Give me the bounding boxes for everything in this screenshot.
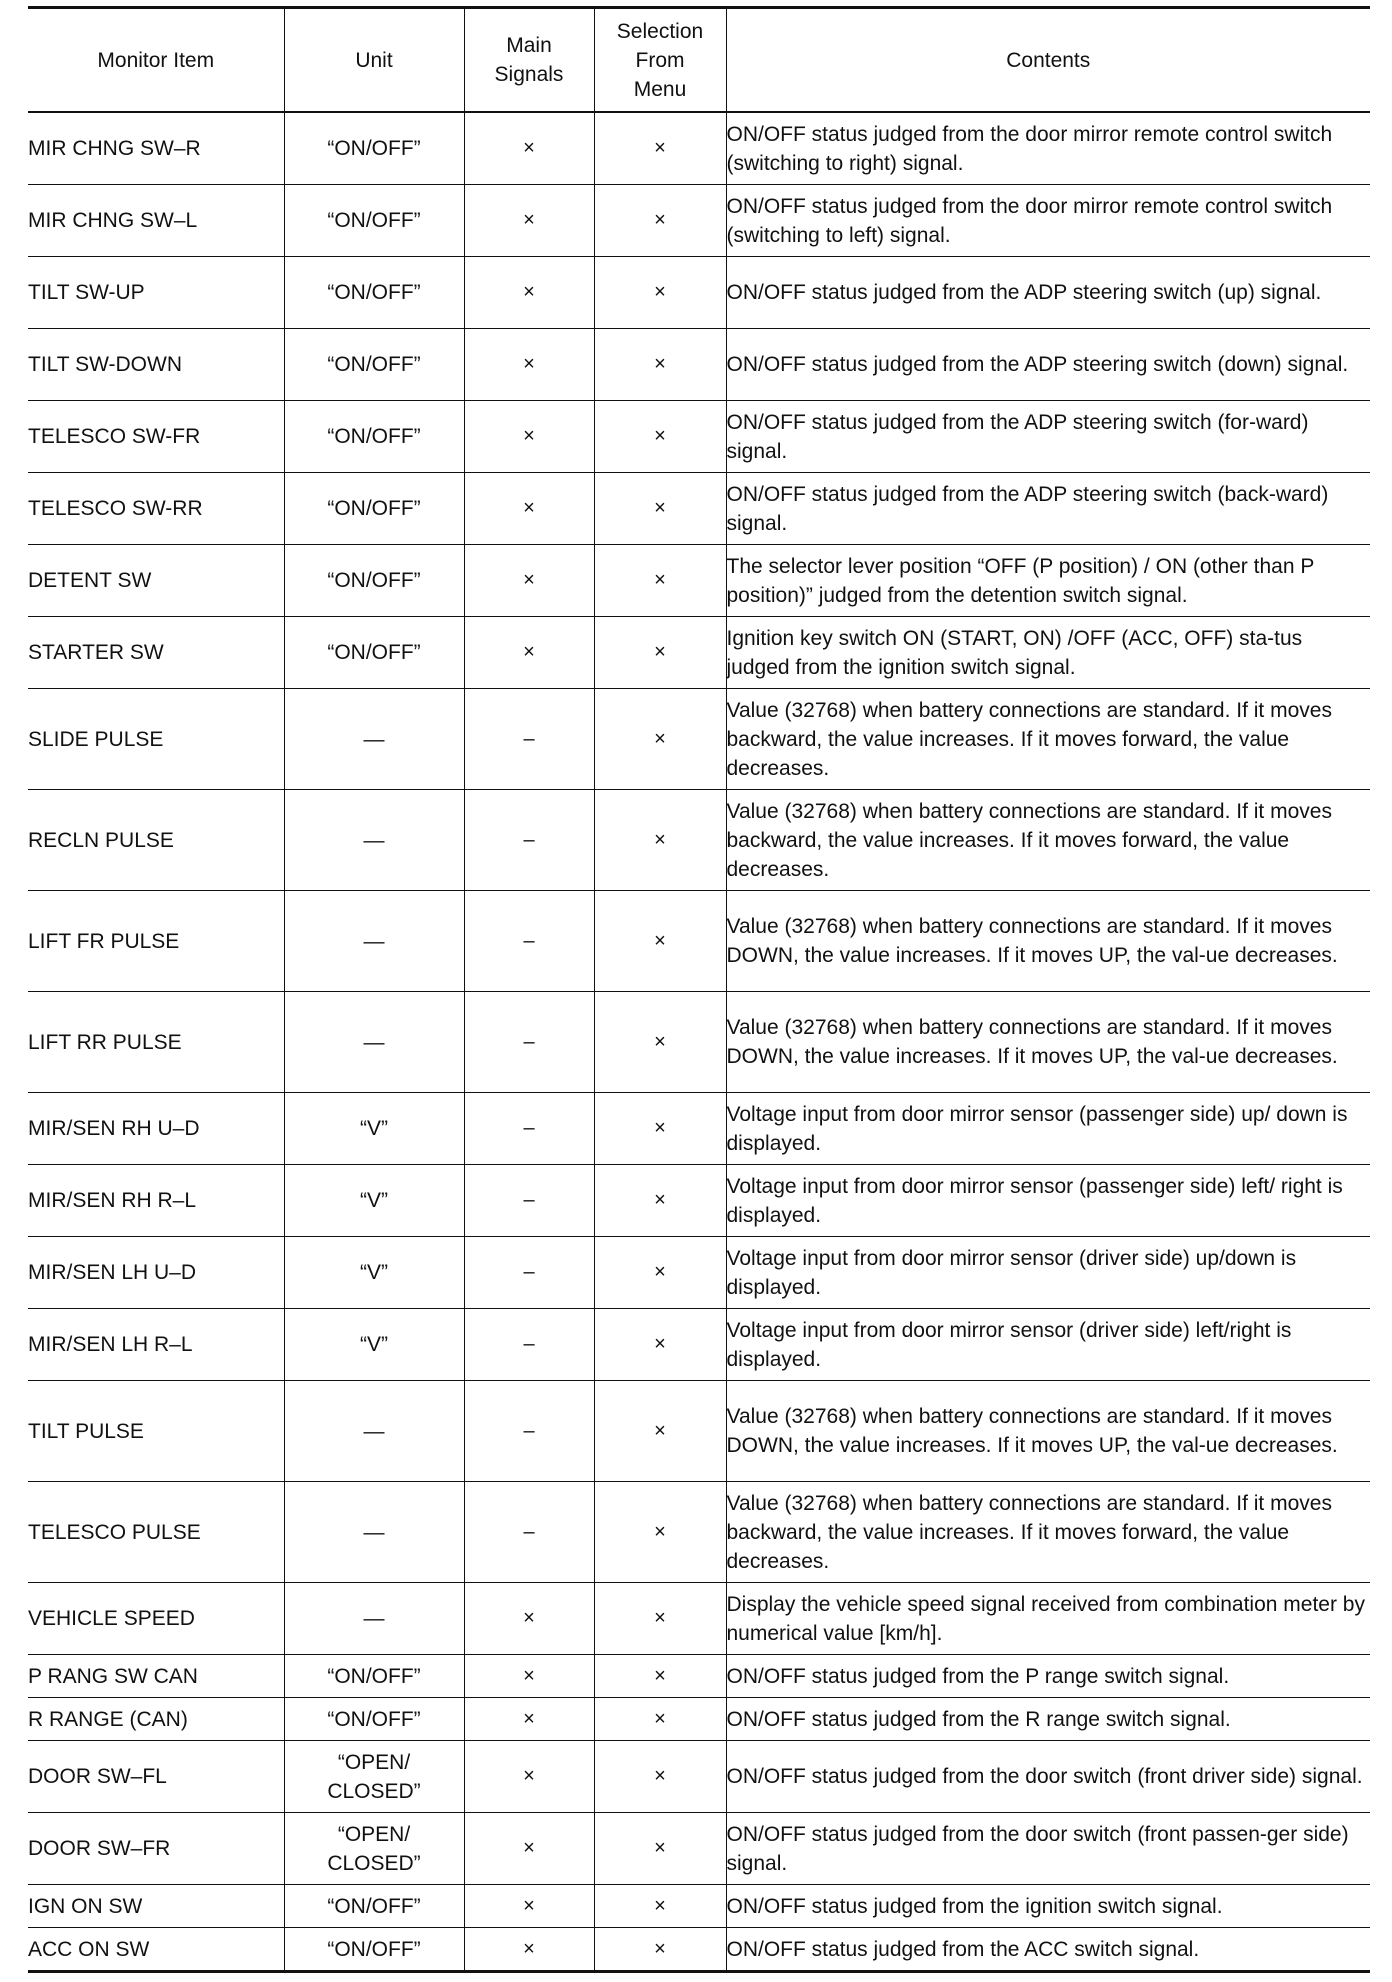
unit-cell: “V” [284,1309,464,1381]
unit-cell: “V” [284,1165,464,1237]
main-signals-cell: × [464,617,594,689]
selection-from-menu-cell: × [594,1885,726,1928]
monitor-item-cell: DETENT SW [28,545,284,617]
monitor-item-cell: TELESCO SW-FR [28,401,284,473]
selection-from-menu-cell: × [594,1655,726,1698]
contents-cell: ON/OFF status judged from the P range switch signal. [726,1655,1370,1698]
main-signals-cell: × [464,1741,594,1813]
unit-cell: “ON/OFF” [284,1698,464,1741]
monitor-item-cell: MIR/SEN LH R–L [28,1309,284,1381]
main-signals-cell: – [464,891,594,992]
unit-cell: — [284,992,464,1093]
table-row [28,401,1370,473]
selection-from-menu-cell: × [594,1583,726,1655]
monitor-item-cell: TILT SW-DOWN [28,329,284,401]
unit-cell: — [284,1381,464,1482]
selection-from-menu-cell: × [594,257,726,329]
contents-cell: ON/OFF status judged from the ADP steering switch (down) signal. [726,329,1370,401]
unit-cell: “ON/OFF” [284,617,464,689]
contents-cell: Value (32768) when battery connections are standard. If it moves DOWN, the value increases. If it moves UP, the val-ue decreases. [726,891,1370,992]
table-row [28,329,1370,401]
monitor-item-cell: TELESCO SW-RR [28,473,284,545]
contents-cell: The selector lever position “OFF (P position) / ON (other than P position)” judged from the detention switch signal. [726,545,1370,617]
main-signals-cell: – [464,689,594,790]
table-row [28,1813,1370,1885]
main-signals-cell: × [464,1928,594,1972]
unit-cell: “ON/OFF” [284,473,464,545]
selection-from-menu-cell: × [594,1482,726,1583]
monitor-item-cell: MIR/SEN RH R–L [28,1165,284,1237]
selection-from-menu-cell: × [594,891,726,992]
main-signals-cell: × [464,329,594,401]
table-row [28,1309,1370,1381]
monitor-item-cell: IGN ON SW [28,1885,284,1928]
selection-from-menu-cell: × [594,689,726,790]
main-signals-cell: – [464,1309,594,1381]
unit-cell: “ON/OFF” [284,112,464,185]
selection-from-menu-cell: × [594,1928,726,1972]
main-signals-cell: – [464,790,594,891]
table-row [28,790,1370,891]
selection-from-menu-cell: × [594,329,726,401]
monitor-item-cell: STARTER SW [28,617,284,689]
unit-cell: — [284,790,464,891]
monitor-item-cell: SLIDE PULSE [28,689,284,790]
main-signals-cell: – [464,992,594,1093]
main-signals-cell: – [464,1482,594,1583]
contents-cell: ON/OFF status judged from the ADP steering switch (for-ward) signal. [726,401,1370,473]
selection-from-menu-cell: × [594,1165,726,1237]
contents-cell: ON/OFF status judged from the ignition switch signal. [726,1885,1370,1928]
unit-cell: “ON/OFF” [284,401,464,473]
table-row [28,1165,1370,1237]
contents-cell: ON/OFF status judged from the door mirror remote control switch (switching to left) signal. [726,185,1370,257]
selection-from-menu-cell: × [594,1093,726,1165]
selection-from-menu-cell: × [594,185,726,257]
table-row [28,1237,1370,1309]
monitor-item-cell: MIR CHNG SW–R [28,112,284,185]
monitor-item-cell: TILT SW-UP [28,257,284,329]
table-row [28,1482,1370,1583]
table-row [28,257,1370,329]
header-selection-from-menu: Selection From Menu [594,8,726,113]
unit-cell: “ON/OFF” [284,257,464,329]
main-signals-cell: × [464,257,594,329]
main-signals-cell: – [464,1237,594,1309]
monitor-item-cell: MIR CHNG SW–L [28,185,284,257]
table-row [28,1928,1370,1972]
table-row [28,1741,1370,1813]
unit-cell: “V” [284,1093,464,1165]
contents-cell: Value (32768) when battery connections are standard. If it moves backward, the value increases. If it moves forward, the value decreases. [726,1482,1370,1583]
table-row [28,992,1370,1093]
table-row [28,1583,1370,1655]
unit-cell: — [284,1583,464,1655]
monitor-item-cell: DOOR SW–FR [28,1813,284,1885]
table-row [28,617,1370,689]
table-row [28,689,1370,790]
monitor-item-table [28,6,1370,1973]
header-monitor-item: Monitor Item [28,8,284,113]
selection-from-menu-cell: × [594,790,726,891]
table-row [28,1093,1370,1165]
contents-cell: ON/OFF status judged from the door switch (front passen-ger side) signal. [726,1813,1370,1885]
selection-from-menu-cell: × [594,1237,726,1309]
selection-from-menu-cell: × [594,473,726,545]
table-header-row [28,8,1370,113]
selection-from-menu-cell: × [594,1698,726,1741]
header-main-signals: Main Signals [464,8,594,113]
selection-from-menu-cell: × [594,401,726,473]
selection-from-menu-cell: × [594,992,726,1093]
contents-cell: Voltage input from door mirror sensor (driver side) left/right is displayed. [726,1309,1370,1381]
monitor-item-cell: VEHICLE SPEED [28,1583,284,1655]
main-signals-cell: – [464,1093,594,1165]
header-unit: Unit [284,8,464,113]
contents-cell: ON/OFF status judged from the door switch (front driver side) signal. [726,1741,1370,1813]
table-row [28,473,1370,545]
contents-cell: Voltage input from door mirror sensor (passenger side) left/ right is displayed. [726,1165,1370,1237]
monitor-item-cell: DOOR SW–FL [28,1741,284,1813]
unit-cell: “ON/OFF” [284,329,464,401]
unit-cell: “ON/OFF” [284,1885,464,1928]
contents-cell: Voltage input from door mirror sensor (passenger side) up/ down is displayed. [726,1093,1370,1165]
main-signals-cell: × [464,185,594,257]
selection-from-menu-cell: × [594,1741,726,1813]
contents-cell: ON/OFF status judged from the ADP steering switch (up) signal. [726,257,1370,329]
main-signals-cell: × [464,1655,594,1698]
table-row [28,1655,1370,1698]
main-signals-cell: × [464,545,594,617]
contents-cell: ON/OFF status judged from the ACC switch signal. [726,1928,1370,1972]
header-contents: Contents [726,8,1370,113]
monitor-item-cell: R RANGE (CAN) [28,1698,284,1741]
table-row [28,891,1370,992]
monitor-item-cell: TILT PULSE [28,1381,284,1482]
unit-cell: — [284,689,464,790]
contents-cell: Voltage input from door mirror sensor (driver side) up/down is displayed. [726,1237,1370,1309]
monitor-item-cell: P RANG SW CAN [28,1655,284,1698]
main-signals-cell: × [464,112,594,185]
main-signals-cell: × [464,1885,594,1928]
selection-from-menu-cell: × [594,617,726,689]
selection-from-menu-cell: × [594,545,726,617]
unit-cell: “OPEN/ CLOSED” [284,1813,464,1885]
monitor-item-cell: LIFT FR PULSE [28,891,284,992]
main-signals-cell: × [464,401,594,473]
monitor-item-cell: TELESCO PULSE [28,1482,284,1583]
table-row [28,1381,1370,1482]
unit-cell: “ON/OFF” [284,545,464,617]
table-row [28,1698,1370,1741]
selection-from-menu-cell: × [594,1309,726,1381]
contents-cell: ON/OFF status judged from the R range switch signal. [726,1698,1370,1741]
monitor-item-cell: LIFT RR PULSE [28,992,284,1093]
contents-cell: Value (32768) when battery connections are standard. If it moves backward, the value increases. If it moves forward, the value decreases. [726,689,1370,790]
main-signals-cell: × [464,1583,594,1655]
monitor-item-cell: MIR/SEN LH U–D [28,1237,284,1309]
contents-cell: Value (32768) when battery connections are standard. If it moves DOWN, the value increases. If it moves UP, the val-ue decreases. [726,992,1370,1093]
contents-cell: Value (32768) when battery connections are standard. If it moves backward, the value increases. If it moves forward, the value decreases. [726,790,1370,891]
monitor-item-cell: ACC ON SW [28,1928,284,1972]
contents-cell: Display the vehicle speed signal received from combination meter by numerical value [km/h]. [726,1583,1370,1655]
table-row [28,185,1370,257]
contents-cell: Ignition key switch ON (START, ON) /OFF (ACC, OFF) sta-tus judged from the ignition switch signal. [726,617,1370,689]
monitor-item-cell: RECLN PULSE [28,790,284,891]
unit-cell: — [284,891,464,992]
selection-from-menu-cell: × [594,1813,726,1885]
main-signals-cell: × [464,1813,594,1885]
contents-cell: ON/OFF status judged from the ADP steering switch (back-ward) signal. [726,473,1370,545]
unit-cell: “ON/OFF” [284,185,464,257]
unit-cell: — [284,1482,464,1583]
main-signals-cell: – [464,1165,594,1237]
contents-cell: Value (32768) when battery connections are standard. If it moves DOWN, the value increases. If it moves UP, the val-ue decreases. [726,1381,1370,1482]
main-signals-cell: – [464,1381,594,1482]
table-row [28,545,1370,617]
contents-cell: ON/OFF status judged from the door mirror remote control switch (switching to right) signal. [726,112,1370,185]
main-signals-cell: × [464,1698,594,1741]
table-row [28,1885,1370,1928]
main-signals-cell: × [464,473,594,545]
selection-from-menu-cell: × [594,112,726,185]
table-row [28,112,1370,185]
unit-cell: “ON/OFF” [284,1928,464,1972]
unit-cell: “V” [284,1237,464,1309]
unit-cell: “OPEN/ CLOSED” [284,1741,464,1813]
unit-cell: “ON/OFF” [284,1655,464,1698]
monitor-item-cell: MIR/SEN RH U–D [28,1093,284,1165]
selection-from-menu-cell: × [594,1381,726,1482]
